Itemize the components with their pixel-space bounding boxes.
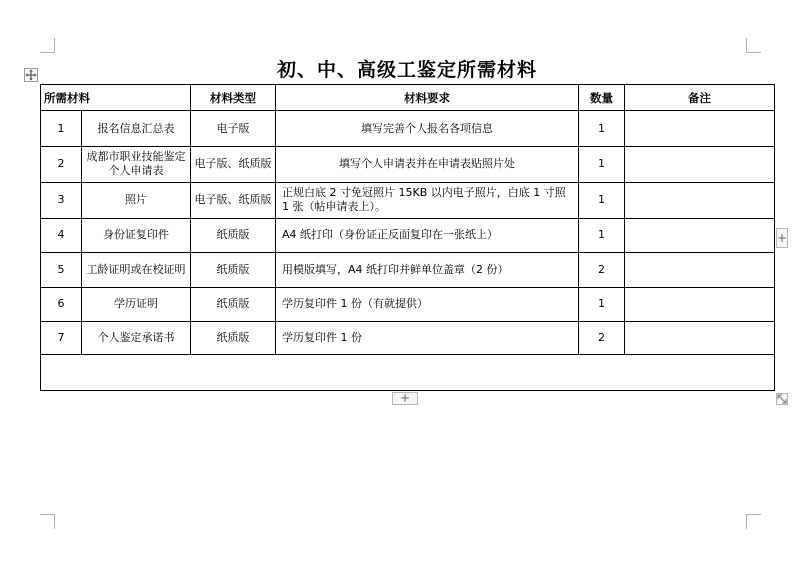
material-type[interactable]: 电子版、纸质版	[191, 182, 276, 218]
row-number[interactable]: 2	[41, 147, 82, 183]
material-type[interactable]: 电子版、纸质版	[191, 147, 276, 183]
material-type[interactable]: 纸质版	[191, 253, 276, 288]
material-type[interactable]: 纸质版	[191, 321, 276, 355]
material-note[interactable]	[625, 147, 775, 183]
material-note[interactable]	[625, 253, 775, 288]
add-column-button[interactable]: +	[776, 228, 788, 248]
material-name[interactable]: 成都市职业技能鉴定个人申请表	[82, 147, 191, 183]
material-requirement[interactable]: 学历复印件 1 份	[276, 321, 579, 355]
material-requirement[interactable]: 正规白底 2 寸免冠照片 15KB 以内电子照片，白底 1 寸照 1 张（帖申请表上）。	[276, 182, 579, 218]
crop-mark-top-right	[746, 38, 761, 53]
material-quantity[interactable]: 2	[579, 253, 625, 288]
material-requirement[interactable]: 填写个人申请表并在申请表贴照片处	[276, 147, 579, 183]
table-row	[41, 111, 775, 147]
table-row	[41, 182, 775, 218]
material-type[interactable]: 纸质版	[191, 287, 276, 321]
material-name[interactable]: 学历证明	[82, 287, 191, 321]
table-row	[41, 218, 775, 253]
document-title: 初、中、高级工鉴定所需材料	[276, 59, 537, 81]
crop-mark-bottom-left	[40, 514, 55, 529]
row-number[interactable]: 1	[41, 111, 82, 147]
material-quantity[interactable]: 1	[579, 147, 625, 183]
row-number[interactable]: 5	[41, 253, 82, 288]
material-name[interactable]: 个人鉴定承诺书	[82, 321, 191, 355]
table-row	[41, 253, 775, 288]
resize-icon	[777, 394, 787, 404]
material-requirement[interactable]: 用模版填写，A4 纸打印并鲜单位盖章（2 份）	[276, 253, 579, 288]
material-quantity[interactable]: 1	[579, 182, 625, 218]
material-name[interactable]: 报名信息汇总表	[82, 111, 191, 147]
material-note[interactable]	[625, 182, 775, 218]
material-name[interactable]: 照片	[82, 182, 191, 218]
add-row-button[interactable]: +	[392, 392, 418, 405]
header-note: 备注	[625, 85, 775, 111]
crop-mark-bottom-right	[746, 514, 761, 529]
material-requirement[interactable]: 填写完善个人报名各项信息	[276, 111, 579, 147]
material-note[interactable]	[625, 218, 775, 253]
header-materials: 所需材料	[41, 85, 191, 111]
table-row-empty	[41, 355, 775, 391]
material-note[interactable]	[625, 321, 775, 355]
material-type[interactable]: 电子版	[191, 111, 276, 147]
table-move-handle[interactable]	[24, 68, 38, 82]
row-number[interactable]: 3	[41, 182, 82, 218]
material-requirement[interactable]: A4 纸打印（身份证正反面复印在一张纸上）	[276, 218, 579, 253]
material-quantity[interactable]: 1	[579, 287, 625, 321]
row-number[interactable]: 7	[41, 321, 82, 355]
material-quantity[interactable]: 2	[579, 321, 625, 355]
material-name[interactable]: 身份证复印件	[82, 218, 191, 253]
material-name[interactable]: 工龄证明或在校证明	[82, 253, 191, 288]
table-header-row	[41, 85, 775, 111]
table-resize-handle[interactable]	[776, 393, 788, 405]
material-requirement[interactable]: 学历复印件 1 份（有就提供）	[276, 287, 579, 321]
move-icon	[25, 69, 37, 81]
material-note[interactable]	[625, 111, 775, 147]
empty-merged-cell[interactable]	[41, 355, 775, 391]
material-type[interactable]: 纸质版	[191, 218, 276, 253]
crop-mark-top-left	[40, 38, 55, 53]
row-number[interactable]: 6	[41, 287, 82, 321]
materials-table	[40, 84, 775, 391]
table-row	[41, 147, 775, 183]
material-quantity[interactable]: 1	[579, 218, 625, 253]
row-number[interactable]: 4	[41, 218, 82, 253]
material-note[interactable]	[625, 287, 775, 321]
table-row	[41, 287, 775, 321]
header-type: 材料类型	[191, 85, 276, 111]
header-requirement: 材料要求	[276, 85, 579, 111]
table-row	[41, 321, 775, 355]
material-quantity[interactable]: 1	[579, 111, 625, 147]
header-quantity: 数量	[579, 85, 625, 111]
